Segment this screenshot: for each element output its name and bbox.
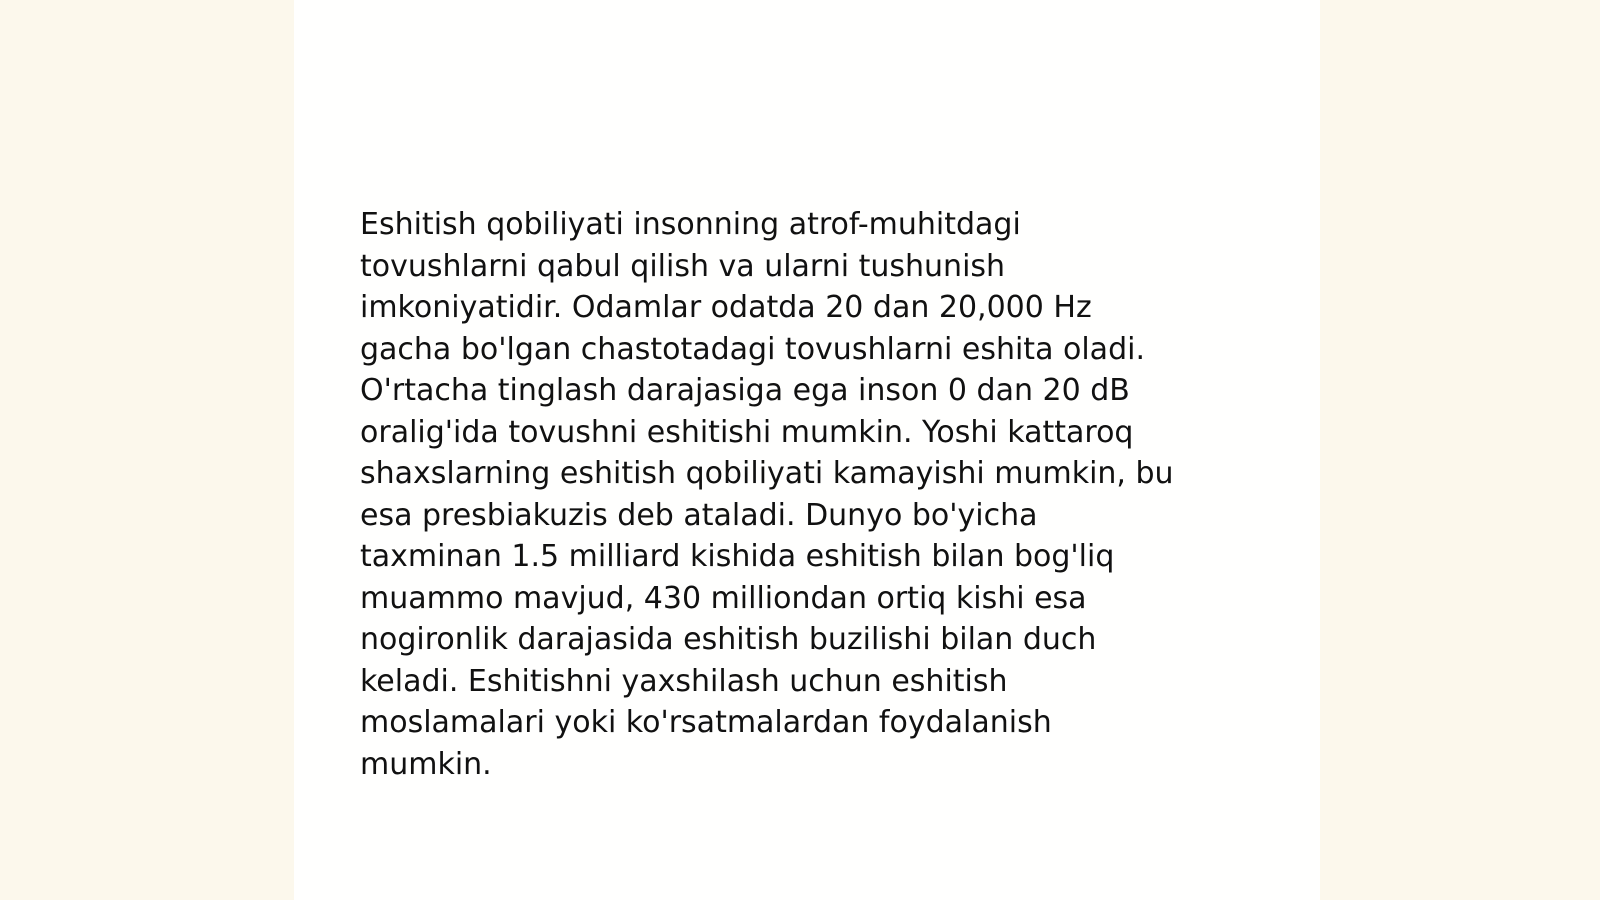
text-line: gacha bo'lgan chastotadagi tovushlarni eshita oladi. xyxy=(360,331,1145,367)
text-line: oralig'ida tovushni eshitishi mumkin. Yoshi kattaroq xyxy=(360,414,1134,450)
text-line: muammo mavjud, 430 milliondan ortiq kishi esa xyxy=(360,580,1087,616)
text-line: moslamalari yoki ko'rsatmalardan foydalanish xyxy=(360,705,1052,740)
text-line: shaxslarning eshitish qobiliyati kamayishi mumkin, bu xyxy=(360,456,1174,491)
text-line: taxminan 1.5 milliard kishida eshitish bilan bog'liq xyxy=(360,539,1115,574)
text-line: mumkin. xyxy=(360,746,492,782)
text-line: keladi. Eshitishni yaxshilash uchun eshitish xyxy=(360,663,1008,699)
text-line: imkoniyatidir. Odamlar odatda 20 dan 20,000 Hz xyxy=(360,290,1092,325)
text-line: Eshitish qobiliyati insonning atrof-muhitdagi xyxy=(360,207,1021,242)
text-line: nogironlik darajasida eshitish buzilishi bilan duch xyxy=(360,622,1097,657)
document-page xyxy=(294,0,1320,900)
document-body xyxy=(360,204,1260,785)
text-line: tovushlarni qabul qilish va ularni tushunish xyxy=(360,248,1006,284)
text-line: O'rtacha tinglash darajasiga ega inson 0 dan 20 dB xyxy=(360,373,1130,408)
text-line: esa presbiakuzis deb ataladi. Dunyo bo'yicha xyxy=(360,497,1038,533)
